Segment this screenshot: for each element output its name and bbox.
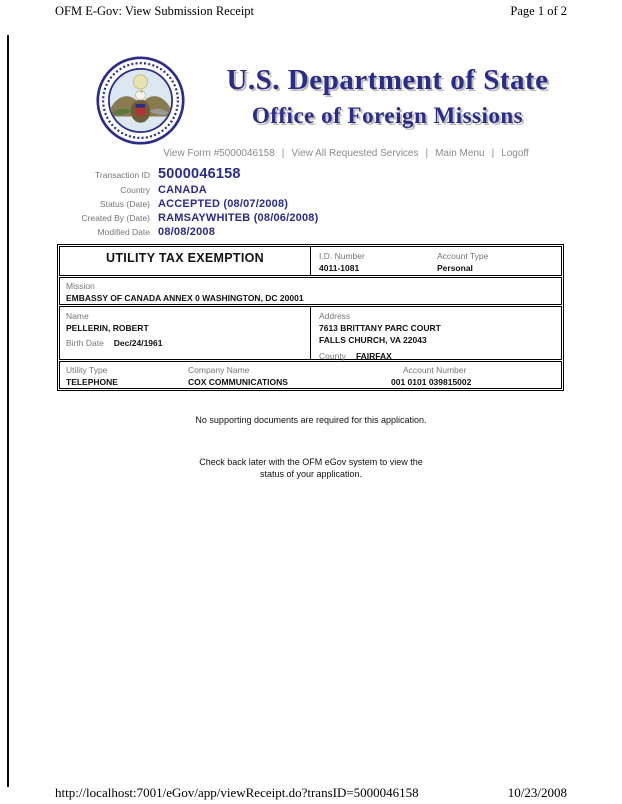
country-row: [55, 184, 318, 196]
account-number-value: 001 0101 039815002: [391, 377, 472, 387]
status-label: Status (Date): [99, 199, 150, 209]
county-label: County: [319, 351, 346, 361]
nav-view-form-link[interactable]: View Form #5000046158: [163, 148, 275, 159]
state-department-seal-icon: [96, 56, 185, 145]
birth-date-value: Dec/24/1961: [113, 338, 163, 348]
id-number-label: I.D. Number: [319, 251, 365, 261]
name-value: PELLERIN, ROBERT: [66, 323, 149, 333]
receipt-table: [57, 244, 564, 391]
modified-date-row: [55, 226, 318, 238]
account-type-label: Account Type: [437, 251, 489, 261]
page-number: Page 1 of 2: [510, 4, 567, 18]
nav-separator: |: [491, 148, 495, 159]
transaction-summary: [55, 166, 318, 240]
created-by-label: Created By (Date): [81, 213, 150, 223]
account-type-pair: [437, 251, 488, 275]
birth-date-label: Birth Date: [66, 338, 104, 348]
check-back-message: Check back later with the OFM eGov system to view the status of your application.: [199, 457, 423, 479]
transaction-id-value: 5000046158: [158, 166, 241, 182]
utility-type-pair: [66, 365, 188, 388]
form-type-cell: [60, 247, 311, 275]
seal-graphic: [96, 56, 185, 145]
modified-date-value: 08/08/2008: [158, 226, 216, 238]
address-line1: 7613 BRITTANY PARC COURT: [319, 323, 441, 333]
name-cell: [60, 307, 311, 359]
mission-row: [59, 277, 562, 305]
mission-label: Mission: [66, 281, 95, 291]
account-type-value: Personal: [437, 263, 473, 273]
nav-main-menu-link[interactable]: Main Menu: [435, 148, 485, 159]
no-documents-message: No supporting documents are required for this application.: [195, 415, 427, 425]
nav-view-all-services-link[interactable]: View All Requested Services: [291, 148, 419, 159]
id-number-pair: [319, 251, 437, 275]
print-header: [55, 4, 567, 19]
mission-value: EMBASSY OF CANADA ANNEX 0 WASHINGTON, DC 20001: [66, 293, 304, 303]
nav-separator: |: [425, 148, 429, 159]
transaction-id-label: Transaction ID: [95, 170, 150, 180]
id-account-cell: [311, 247, 561, 275]
utility-row: [59, 361, 562, 389]
birth-date-pair: [66, 336, 310, 348]
company-name-label: Company Name: [188, 365, 250, 375]
print-header-title: OFM E-Gov: View Submission Receipt: [55, 4, 255, 18]
name-label: Name: [66, 311, 89, 321]
id-number-value: 4011-1081: [319, 263, 360, 273]
county-pair: [319, 349, 561, 361]
modified-date-label: Modified Date: [97, 227, 150, 237]
nav-logoff-link[interactable]: Logoff: [501, 148, 529, 159]
account-number-pair: [391, 365, 561, 388]
scan-edge-line: [7, 35, 9, 787]
print-footer-date: 10/23/2008: [507, 785, 567, 800]
transaction-id-row: [55, 166, 318, 182]
form-type-title: UTILITY TAX EXEMPTION: [106, 251, 264, 265]
status-value: ACCEPTED (08/07/2008): [158, 198, 289, 210]
status-row: [55, 198, 318, 210]
nav-bar: [110, 148, 582, 159]
print-footer-url: http://localhost:7001/eGov/app/viewReceipt.do?transID=5000046158: [55, 785, 419, 800]
account-number-label: Account Number: [403, 365, 467, 375]
address-line2: FALLS CHURCH, VA 22043: [319, 335, 427, 345]
print-footer: [55, 785, 567, 801]
company-name-value: COX COMMUNICATIONS: [188, 377, 288, 387]
utility-type-value: TELEPHONE: [66, 377, 118, 387]
masthead: [205, 64, 570, 129]
nav-separator: |: [281, 148, 285, 159]
table-header-row: [59, 246, 562, 276]
utility-type-label: Utility Type: [66, 365, 108, 375]
country-value: CANADA: [158, 184, 207, 196]
created-by-row: [55, 212, 318, 224]
country-label: Country: [120, 185, 150, 195]
created-by-value: RAMSAYWHITEB (08/06/2008): [158, 212, 319, 224]
county-value: FAIRFAX: [355, 351, 392, 361]
address-cell: [311, 307, 561, 359]
address-label: Address: [319, 311, 351, 321]
name-address-row: [59, 306, 562, 360]
company-name-pair: [188, 365, 391, 388]
org-subtitle: Office of Foreign Missions: [251, 103, 524, 128]
org-title: U.S. Department of State: [226, 64, 549, 96]
